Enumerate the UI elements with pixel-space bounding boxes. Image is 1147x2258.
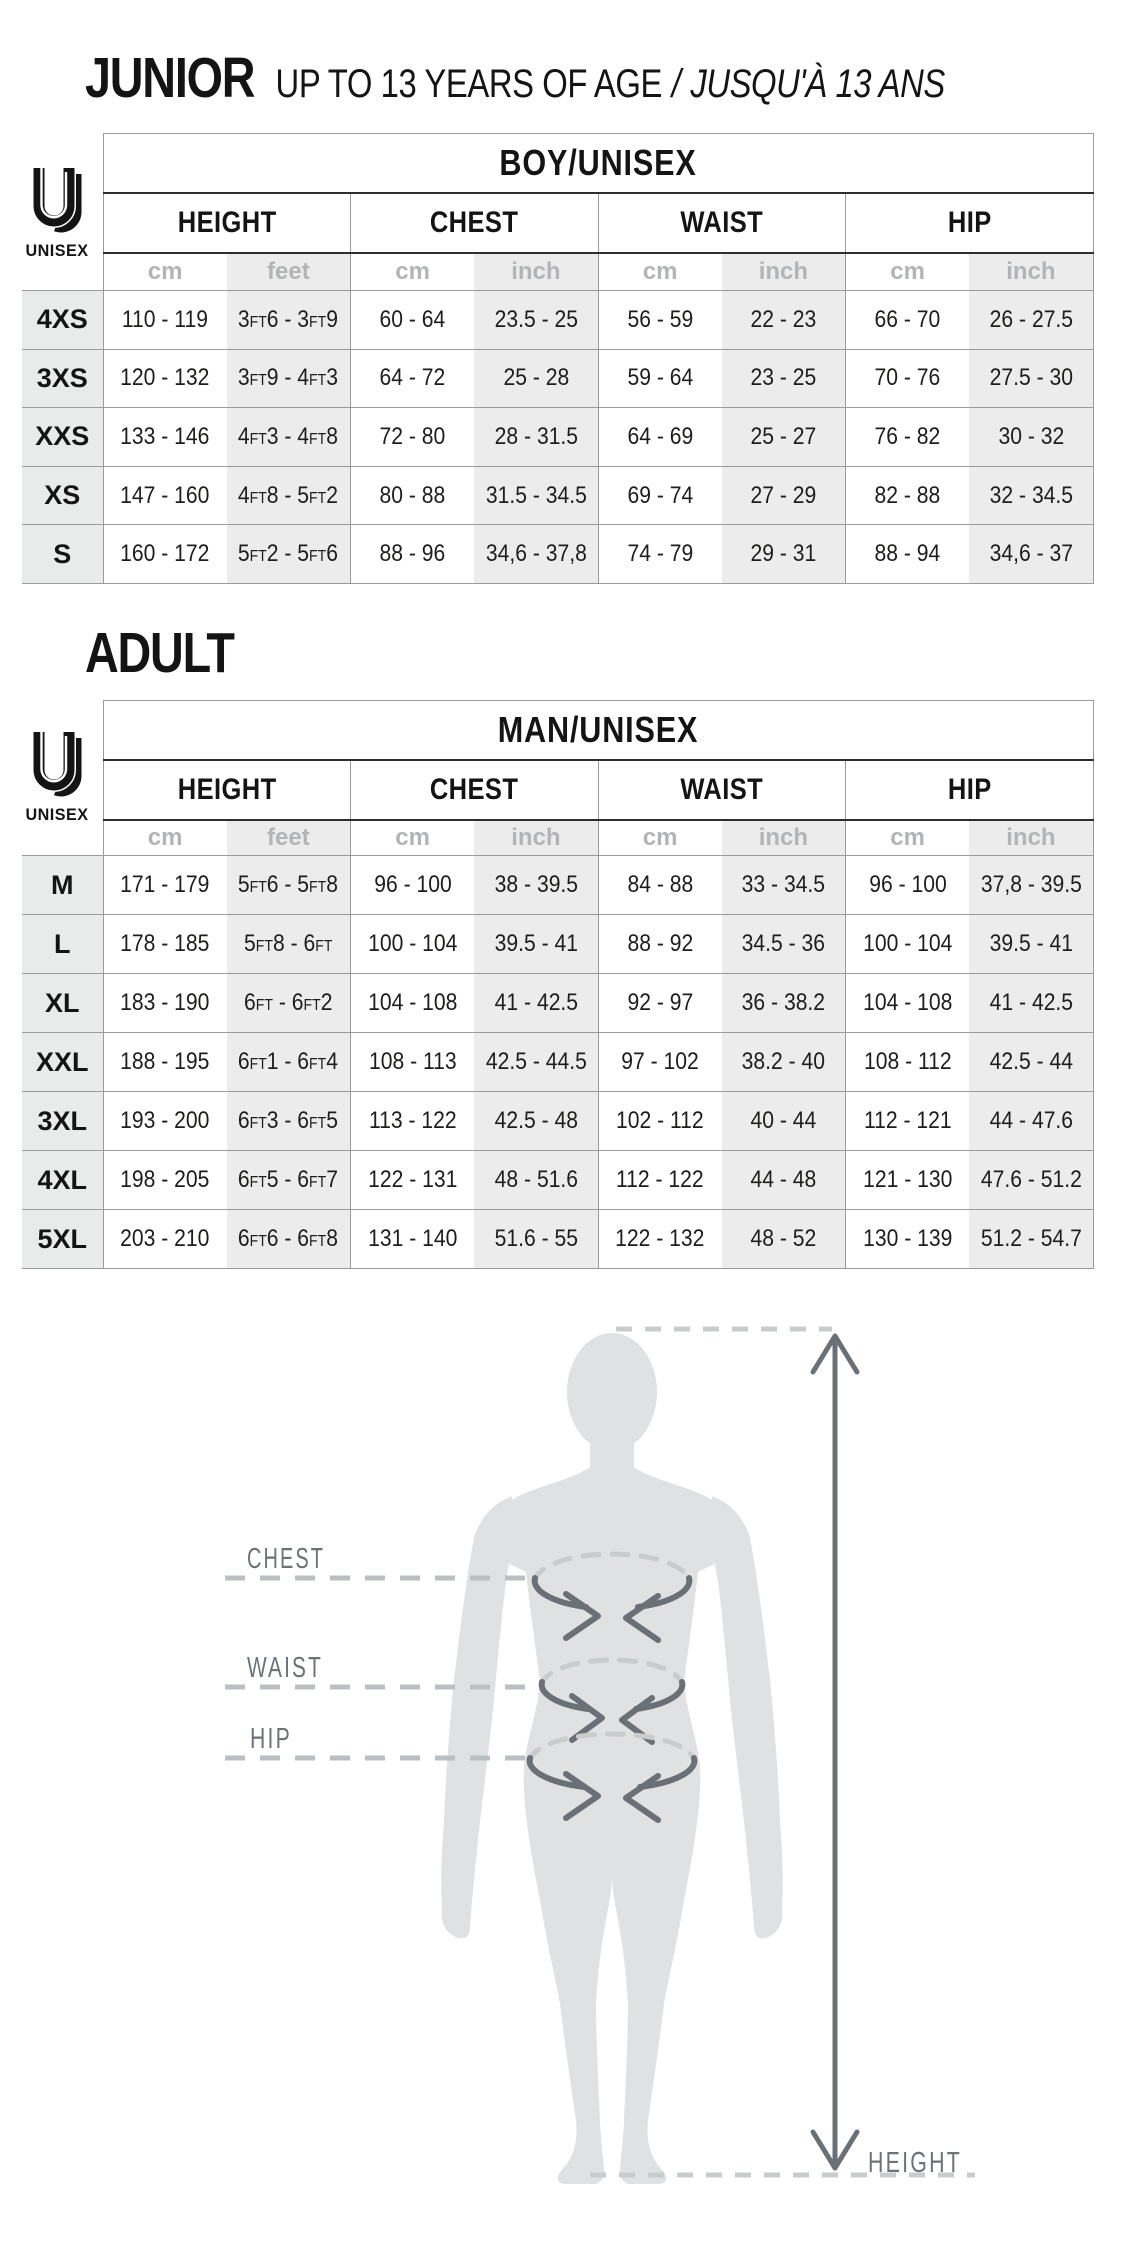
silhouette-left-arm bbox=[441, 1496, 514, 1939]
cell-3XS-chest-inch: 25 - 28 bbox=[474, 349, 598, 408]
size-row-XXL bbox=[22, 1033, 1093, 1092]
cell-XXL-hip-inch: 42.5 - 44 bbox=[969, 1033, 1093, 1092]
cell-4XS-hip-inch: 26 - 27.5 bbox=[969, 291, 1093, 350]
cell-XS-waist-cm: 69 - 74 bbox=[598, 466, 722, 525]
group-waist: WAIST bbox=[598, 193, 846, 253]
cell-5XL-height-cm: 203 - 210 bbox=[103, 1210, 227, 1269]
cell-5XL-height-feet: 6FT6 - 6FT8 bbox=[227, 1210, 351, 1269]
height-arrow bbox=[813, 1336, 857, 2168]
cell-S-waist-inch: 29 - 31 bbox=[722, 525, 846, 584]
size-label: 4XL bbox=[22, 1151, 103, 1210]
height-label: HEIGHT bbox=[868, 2147, 962, 2179]
cell-XS-waist-inch: 27 - 29 bbox=[722, 466, 846, 525]
cell-XXS-height-cm: 133 - 146 bbox=[103, 408, 227, 467]
group-waist: WAIST bbox=[598, 760, 846, 820]
cell-L-waist-cm: 88 - 92 bbox=[598, 915, 722, 974]
cell-M-hip-inch: 37,8 - 39.5 bbox=[969, 856, 1093, 915]
cell-XL-hip-inch: 41 - 42.5 bbox=[969, 974, 1093, 1033]
cell-4XS-hip-cm: 66 - 70 bbox=[846, 291, 970, 350]
group-header-row bbox=[22, 193, 1093, 253]
size-label: XXS bbox=[22, 408, 103, 467]
unit-height-cm: cm bbox=[103, 820, 227, 856]
waist-label: WAIST bbox=[247, 1652, 323, 1684]
cell-3XL-height-feet: 6FT3 - 6FT5 bbox=[227, 1092, 351, 1151]
size-label: XL bbox=[22, 974, 103, 1033]
unit-height-cm: cm bbox=[103, 253, 227, 291]
cell-XXL-chest-cm: 108 - 113 bbox=[351, 1033, 475, 1092]
cell-M-chest-cm: 96 - 100 bbox=[351, 856, 475, 915]
group-chest: CHEST bbox=[351, 193, 599, 253]
cell-S-chest-cm: 88 - 96 bbox=[351, 525, 475, 584]
unit-waist-cm: cm bbox=[598, 820, 722, 856]
unisex-logo-label: UNISEX bbox=[25, 241, 89, 260]
cell-XS-hip-cm: 82 - 88 bbox=[846, 466, 970, 525]
cell-XL-waist-inch: 36 - 38.2 bbox=[722, 974, 846, 1033]
cell-4XS-chest-cm: 60 - 64 bbox=[351, 291, 475, 350]
unit-header-row bbox=[22, 820, 1093, 856]
cell-S-hip-inch: 34,6 - 37 bbox=[969, 525, 1093, 584]
cell-XS-height-cm: 147 - 160 bbox=[103, 466, 227, 525]
group-header-row bbox=[22, 760, 1093, 820]
junior-title-text: JUNIOR bbox=[85, 46, 255, 110]
size-label: 3XS bbox=[22, 349, 103, 408]
cell-XL-hip-cm: 104 - 108 bbox=[846, 974, 970, 1033]
man-unisex-table bbox=[22, 700, 1094, 1269]
size-row-3XL bbox=[22, 1092, 1093, 1151]
cell-L-hip-inch: 39.5 - 41 bbox=[969, 915, 1093, 974]
unit-hip-cm: cm bbox=[846, 820, 970, 856]
chest-label: CHEST bbox=[247, 1543, 325, 1575]
cell-3XL-height-cm: 193 - 200 bbox=[103, 1092, 227, 1151]
cell-3XL-hip-inch: 44 - 47.6 bbox=[969, 1092, 1093, 1151]
cell-XS-hip-inch: 32 - 34.5 bbox=[969, 466, 1093, 525]
cell-4XL-chest-inch: 48 - 51.6 bbox=[474, 1151, 598, 1210]
size-row-S bbox=[22, 525, 1093, 584]
unit-hip-cm: cm bbox=[846, 253, 970, 291]
unit-hip-inch: inch bbox=[969, 253, 1093, 291]
table-header-row bbox=[22, 134, 1093, 193]
cell-XXL-height-feet: 6FT1 - 6FT4 bbox=[227, 1033, 351, 1092]
header-spacer bbox=[22, 820, 103, 856]
cell-M-hip-cm: 96 - 100 bbox=[846, 856, 970, 915]
cell-XXL-hip-cm: 108 - 112 bbox=[846, 1033, 970, 1092]
size-row-XS bbox=[22, 466, 1093, 525]
junior-section-title bbox=[85, 46, 945, 110]
cell-S-waist-cm: 74 - 79 bbox=[598, 525, 722, 584]
junior-subtitle-fr: JUSQU'À 13 ANS bbox=[690, 62, 945, 106]
cell-M-waist-inch: 33 - 34.5 bbox=[722, 856, 846, 915]
cell-4XL-hip-inch: 47.6 - 51.2 bbox=[969, 1151, 1093, 1210]
cell-3XS-hip-cm: 70 - 76 bbox=[846, 349, 970, 408]
unit-waist-inch: inch bbox=[722, 253, 846, 291]
cell-XXL-waist-cm: 97 - 102 bbox=[598, 1033, 722, 1092]
size-label: M bbox=[22, 856, 103, 915]
size-label: XS bbox=[22, 466, 103, 525]
cell-3XS-waist-cm: 59 - 64 bbox=[598, 349, 722, 408]
body-measurement-diagram bbox=[140, 1320, 1000, 2200]
table-title-cell: BOY/UNISEX bbox=[103, 134, 1093, 193]
cell-5XL-hip-inch: 51.2 - 54.7 bbox=[969, 1210, 1093, 1269]
table-title-cell: MAN/UNISEX bbox=[103, 701, 1093, 760]
silhouette-right-arm bbox=[710, 1496, 783, 1939]
header-spacer bbox=[22, 701, 103, 760]
cell-L-hip-cm: 100 - 104 bbox=[846, 915, 970, 974]
cell-XS-chest-cm: 80 - 88 bbox=[351, 466, 475, 525]
cell-3XL-hip-cm: 112 - 121 bbox=[846, 1092, 970, 1151]
group-height: HEIGHT bbox=[103, 760, 351, 820]
junior-size-table bbox=[22, 133, 1094, 584]
size-row-XL bbox=[22, 974, 1093, 1033]
group-hip: HIP bbox=[846, 760, 1094, 820]
cell-4XL-hip-cm: 121 - 130 bbox=[846, 1151, 970, 1210]
cell-5XL-hip-cm: 130 - 139 bbox=[846, 1210, 970, 1269]
cell-M-height-cm: 171 - 179 bbox=[103, 856, 227, 915]
cell-3XS-waist-inch: 23 - 25 bbox=[722, 349, 846, 408]
size-row-L bbox=[22, 915, 1093, 974]
cell-XL-waist-cm: 92 - 97 bbox=[598, 974, 722, 1033]
unit-height-feet: feet bbox=[227, 253, 351, 291]
cell-XXS-waist-inch: 25 - 27 bbox=[722, 408, 846, 467]
cell-4XL-waist-cm: 112 - 122 bbox=[598, 1151, 722, 1210]
cell-L-chest-inch: 39.5 - 41 bbox=[474, 915, 598, 974]
cell-S-height-feet: 5FT2 - 5FT6 bbox=[227, 525, 351, 584]
unit-chest-cm: cm bbox=[351, 820, 475, 856]
cell-XL-chest-inch: 41 - 42.5 bbox=[474, 974, 598, 1033]
cell-3XL-chest-cm: 113 - 122 bbox=[351, 1092, 475, 1151]
cell-XXL-chest-inch: 42.5 - 44.5 bbox=[474, 1033, 598, 1092]
size-label: L bbox=[22, 915, 103, 974]
unit-header-row bbox=[22, 253, 1093, 291]
cell-M-height-feet: 5FT6 - 5FT8 bbox=[227, 856, 351, 915]
cell-3XS-height-feet: 3FT9 - 4FT3 bbox=[227, 349, 351, 408]
cell-XXL-height-cm: 188 - 195 bbox=[103, 1033, 227, 1092]
silhouette-head bbox=[567, 1333, 657, 1451]
junior-subtitle-en: UP TO 13 YEARS OF AGE bbox=[275, 62, 662, 106]
cell-M-chest-inch: 38 - 39.5 bbox=[474, 856, 598, 915]
header-spacer bbox=[22, 760, 103, 820]
group-chest: CHEST bbox=[351, 760, 599, 820]
junior-subtitle bbox=[276, 64, 945, 104]
cell-4XL-chest-cm: 122 - 131 bbox=[351, 1151, 475, 1210]
adult-title-text: ADULT bbox=[85, 621, 234, 685]
size-label: 3XL bbox=[22, 1092, 103, 1151]
hip-label: HIP bbox=[250, 1723, 292, 1755]
cell-XXS-hip-inch: 30 - 32 bbox=[969, 408, 1093, 467]
cell-3XS-height-cm: 120 - 132 bbox=[103, 349, 227, 408]
body-silhouette-icon bbox=[441, 1333, 783, 2184]
cell-M-waist-cm: 84 - 88 bbox=[598, 856, 722, 915]
cell-4XS-waist-cm: 56 - 59 bbox=[598, 291, 722, 350]
cell-XXS-chest-cm: 72 - 80 bbox=[351, 408, 475, 467]
cell-XL-chest-cm: 104 - 108 bbox=[351, 974, 475, 1033]
cell-3XL-chest-inch: 42.5 - 48 bbox=[474, 1092, 598, 1151]
size-row-M bbox=[22, 856, 1093, 915]
boy-unisex-table bbox=[22, 133, 1094, 584]
cell-S-height-cm: 160 - 172 bbox=[103, 525, 227, 584]
cell-L-height-feet: 5FT8 - 6FT bbox=[227, 915, 351, 974]
cell-XL-height-feet: 6FT - 6FT2 bbox=[227, 974, 351, 1033]
cell-5XL-chest-cm: 131 - 140 bbox=[351, 1210, 475, 1269]
size-row-5XL bbox=[22, 1210, 1093, 1269]
size-row-XXS bbox=[22, 408, 1093, 467]
cell-L-chest-cm: 100 - 104 bbox=[351, 915, 475, 974]
size-label: 4XS bbox=[22, 291, 103, 350]
cell-L-waist-inch: 34.5 - 36 bbox=[722, 915, 846, 974]
cell-5XL-waist-inch: 48 - 52 bbox=[722, 1210, 846, 1269]
unit-chest-cm: cm bbox=[351, 253, 475, 291]
unit-height-feet: feet bbox=[227, 820, 351, 856]
cell-S-hip-cm: 88 - 94 bbox=[846, 525, 970, 584]
header-spacer bbox=[22, 193, 103, 253]
cell-4XS-height-feet: 3FT6 - 3FT9 bbox=[227, 291, 351, 350]
cell-4XL-waist-inch: 44 - 48 bbox=[722, 1151, 846, 1210]
table-header-row bbox=[22, 701, 1093, 760]
cell-3XL-waist-inch: 40 - 44 bbox=[722, 1092, 846, 1151]
header-spacer bbox=[22, 134, 103, 193]
cell-4XS-waist-inch: 22 - 23 bbox=[722, 291, 846, 350]
cell-XXS-chest-inch: 28 - 31.5 bbox=[474, 408, 598, 467]
cell-XXL-waist-inch: 38.2 - 40 bbox=[722, 1033, 846, 1092]
cell-4XL-height-cm: 198 - 205 bbox=[103, 1151, 227, 1210]
unit-waist-inch: inch bbox=[722, 820, 846, 856]
unit-chest-inch: inch bbox=[474, 253, 598, 291]
size-label: S bbox=[22, 525, 103, 584]
cell-XL-height-cm: 183 - 190 bbox=[103, 974, 227, 1033]
cell-4XS-chest-inch: 23.5 - 25 bbox=[474, 291, 598, 350]
cell-XXS-hip-cm: 76 - 82 bbox=[846, 408, 970, 467]
cell-S-chest-inch: 34,6 - 37,8 bbox=[474, 525, 598, 584]
size-label: 5XL bbox=[22, 1210, 103, 1269]
cell-L-height-cm: 178 - 185 bbox=[103, 915, 227, 974]
unit-hip-inch: inch bbox=[969, 820, 1093, 856]
size-row-4XS bbox=[22, 291, 1093, 350]
cell-4XL-height-feet: 6FT5 - 6FT7 bbox=[227, 1151, 351, 1210]
unit-waist-cm: cm bbox=[598, 253, 722, 291]
size-row-3XS bbox=[22, 349, 1093, 408]
unisex-logo-label: UNISEX bbox=[25, 805, 89, 824]
cell-3XS-hip-inch: 27.5 - 30 bbox=[969, 349, 1093, 408]
cell-3XL-waist-cm: 102 - 112 bbox=[598, 1092, 722, 1151]
header-spacer bbox=[22, 253, 103, 291]
silhouette-torso-legs bbox=[490, 1466, 734, 2184]
size-row-4XL bbox=[22, 1151, 1093, 1210]
cell-5XL-chest-inch: 51.6 - 55 bbox=[474, 1210, 598, 1269]
cell-XXS-height-feet: 4FT3 - 4FT8 bbox=[227, 408, 351, 467]
group-height: HEIGHT bbox=[103, 193, 351, 253]
cell-3XS-chest-cm: 64 - 72 bbox=[351, 349, 475, 408]
cell-XXS-waist-cm: 64 - 69 bbox=[598, 408, 722, 467]
size-label: XXL bbox=[22, 1033, 103, 1092]
adult-size-table bbox=[22, 700, 1094, 1269]
cell-XS-height-feet: 4FT8 - 5FT2 bbox=[227, 466, 351, 525]
adult-section-title bbox=[85, 621, 234, 685]
cell-4XS-height-cm: 110 - 119 bbox=[103, 291, 227, 350]
group-hip: HIP bbox=[846, 193, 1094, 253]
cell-5XL-waist-cm: 122 - 132 bbox=[598, 1210, 722, 1269]
cell-XS-chest-inch: 31.5 - 34.5 bbox=[474, 466, 598, 525]
junior-subtitle-separator: / bbox=[671, 62, 681, 106]
unit-chest-inch: inch bbox=[474, 820, 598, 856]
